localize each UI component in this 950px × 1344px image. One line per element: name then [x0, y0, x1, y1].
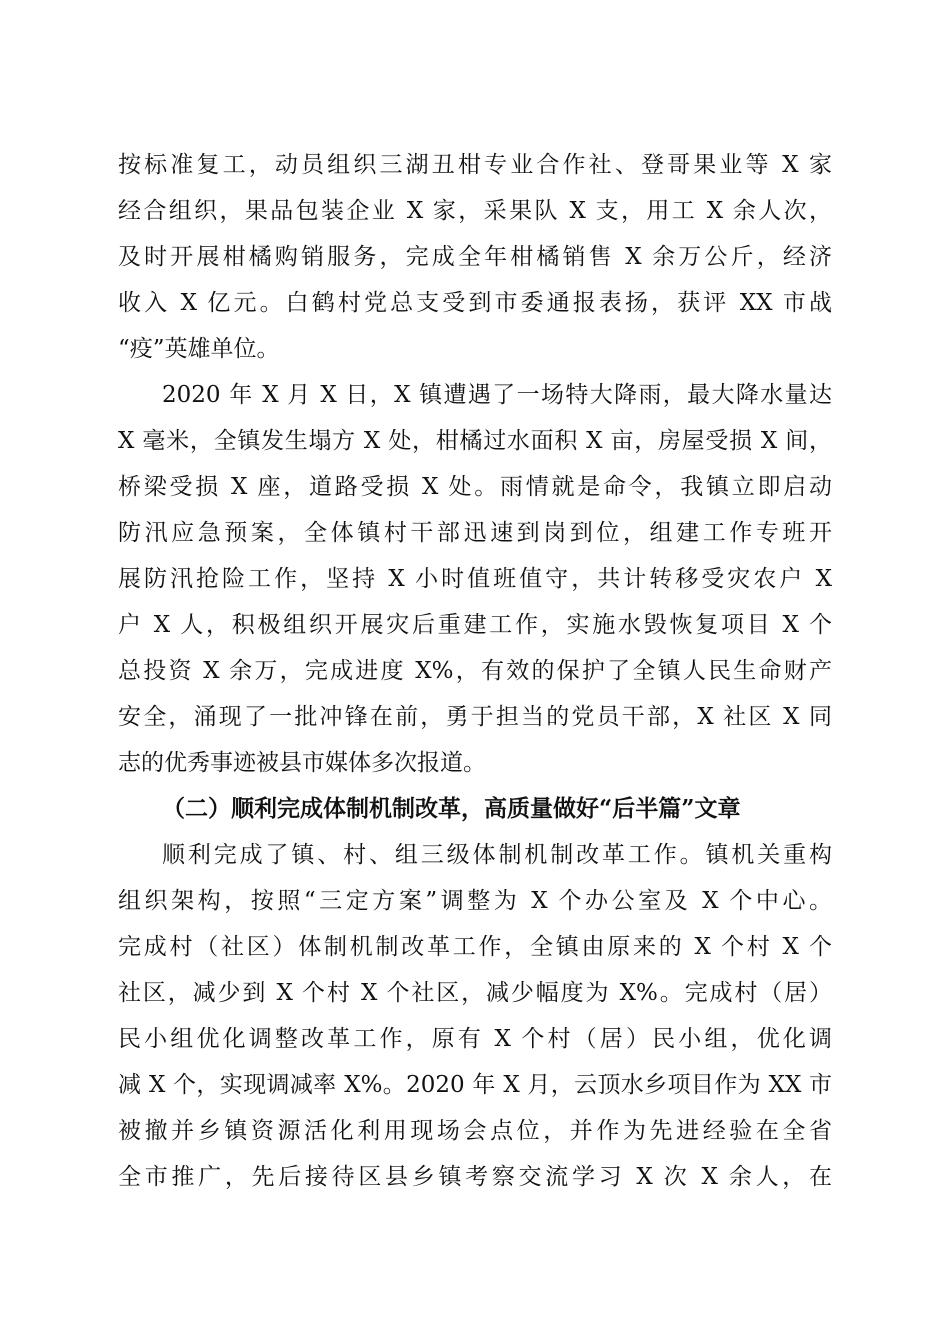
text-line: 展防汛抢险工作，坚持 X 小时值班值守，共计转移受灾农户 X: [118, 566, 832, 592]
text-line: 2020 年 X 月 X 日，X 镇遭遇了一场特大降雨，最大降水量达: [162, 382, 832, 408]
text-line: 被撤并乡镇资源活化利用现场会点位，并作为先进经验在全省: [118, 1118, 832, 1144]
text-line: 志的优秀事迹被县市媒体多次报道。: [118, 750, 486, 776]
text-line: 减 X 个，实现调减率 X%。2020 年 X 月，云顶水乡项目作为 XX 市: [118, 1072, 832, 1098]
paragraph-2: [118, 372, 832, 786]
text-line: X 毫米，全镇发生塌方 X 处，柑橘过水面积 X 亩，房屋受损 X 间，: [118, 428, 832, 454]
text-line: “疫”英雄单位。: [118, 336, 280, 362]
text-line: 桥梁受损 X 座，道路受损 X 处。雨情就是命令，我镇立即启动: [118, 474, 832, 500]
text-line: 全市推广，先后接待区县乡镇考察交流学习 X 次 X 余人，在: [118, 1164, 832, 1190]
text-line: 防汛应急预案，全体镇村干部迅速到岗到位，组建工作专班开: [118, 520, 832, 546]
text-line: 安全，涌现了一批冲锋在前，勇于担当的党员干部，X 社区 X 同: [118, 704, 832, 730]
text-line: 总投资 X 余万，完成进度 X%，有效的保护了全镇人民生命财产: [118, 658, 832, 684]
text-line: 顺利完成了镇、村、组三级体制机制改革工作。镇机关重构: [162, 842, 832, 868]
text-line: 社区，减少到 X 个村 X 个社区，减少幅度为 X%。完成村（居）: [118, 980, 832, 1006]
heading-line: （二）顺利完成体制机制改革，高质量做好“后半篇”文章: [162, 795, 741, 822]
text-line: 及时开展柑橘购销服务，完成全年柑橘销售 X 余万公斤，经济: [118, 244, 832, 270]
paragraph-3: [118, 832, 832, 1200]
document-body: [118, 142, 832, 1200]
text-line: 民小组优化调整改革工作，原有 X 个村（居）民小组，优化调: [118, 1026, 832, 1052]
text-line: 按标准复工，动员组织三湖丑柑专业合作社、登哥果业等 X 家: [118, 152, 832, 178]
text-line: 收入 X 亿元。白鹤村党总支受到市委通报表扬，获评 XX 市战: [118, 290, 832, 316]
paragraph-1: [118, 142, 832, 372]
section-heading: [118, 786, 832, 832]
text-line: 完成村（社区）体制机制改革工作，全镇由原来的 X 个村 X 个: [118, 934, 832, 960]
text-line: 户 X 人，积极组织开展灾后重建工作，实施水毁恢复项目 X 个: [118, 612, 832, 638]
text-line: 组织架构，按照“三定方案”调整为 X 个办公室及 X 个中心。: [118, 888, 832, 914]
text-line: 经合组织，果品包装企业 X 家，采果队 X 支，用工 X 余人次，: [118, 198, 832, 224]
